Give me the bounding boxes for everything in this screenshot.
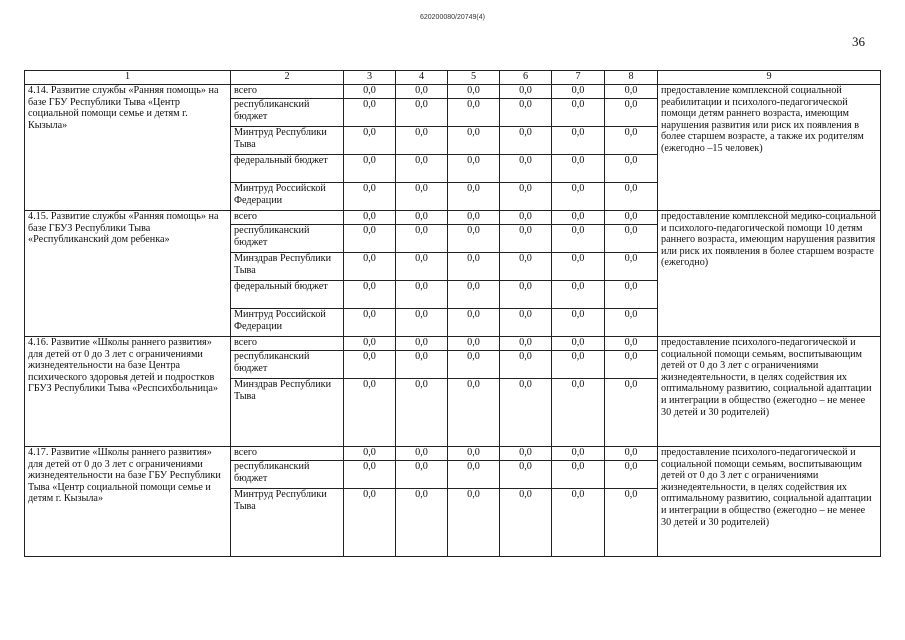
amount-cell: 0,0 xyxy=(448,489,500,557)
page-number: 36 xyxy=(852,34,865,49)
amount-cell: 0,0 xyxy=(605,309,658,337)
amount-cell: 0,0 xyxy=(605,489,658,557)
table-row xyxy=(25,337,881,351)
amount-cell: 0,0 xyxy=(552,211,605,225)
amount-cell: 0,0 xyxy=(344,337,396,351)
document-code: 620200080/20749(4) xyxy=(419,14,485,21)
amount-cell: 0,0 xyxy=(448,85,500,99)
amount-cell: 0,0 xyxy=(344,211,396,225)
column-header: 3 xyxy=(344,71,396,85)
amount-cell: 0,0 xyxy=(552,183,605,211)
amount-cell: 0,0 xyxy=(500,447,552,461)
amount-cell: 0,0 xyxy=(448,253,500,281)
expected-result-cell: предоставление психолого-педагогической и социальной помощи семьям, воспитывающим детей от 0 до 3 лет с ограничениями жизнедеятельности, в целях содействия их оптимальному развитию, социальной адаптации и интеграции в общество (ежегодно – не менее 30 детей и 30 родителей) xyxy=(658,447,881,557)
amount-cell: 0,0 xyxy=(344,253,396,281)
amount-cell: 0,0 xyxy=(500,351,552,379)
amount-cell: 0,0 xyxy=(605,99,658,127)
funding-source-cell: федеральный бюджет xyxy=(231,155,344,183)
amount-cell: 0,0 xyxy=(448,183,500,211)
amount-cell: 0,0 xyxy=(448,447,500,461)
amount-cell: 0,0 xyxy=(448,281,500,309)
amount-cell: 0,0 xyxy=(500,379,552,447)
funding-source-cell: Минтруд Российской Федерации xyxy=(231,309,344,337)
funding-source-cell: всего xyxy=(231,337,344,351)
funding-source-cell: федеральный бюджет xyxy=(231,281,344,309)
measure-name-cell: 4.16. Развитие «Школы раннего развития» для детей от 0 до 3 лет с ограничениями жизнедеятельности на базе Центра психического здоровья детей и подростков ГБУЗ Республики Тыва «Респсихбольница» xyxy=(25,337,231,447)
amount-cell: 0,0 xyxy=(552,447,605,461)
funding-source-cell: Минтруд Российской Федерации xyxy=(231,183,344,211)
funding-source-cell: республиканский бюджет xyxy=(231,225,344,253)
expected-result-cell: предоставление психолого-педагогической и социальной помощи семьям, воспитывающим детей от 0 до 3 лет с ограничениями жизнедеятельности, в целях содействия их оптимальному развитию, социальной адаптации и интеграции в общество (ежегодно – не менее 30 детей и 30 родителей) xyxy=(658,337,881,447)
amount-cell: 0,0 xyxy=(605,281,658,309)
funding-source-cell: всего xyxy=(231,211,344,225)
amount-cell: 0,0 xyxy=(605,211,658,225)
amount-cell: 0,0 xyxy=(552,155,605,183)
funding-source-cell: Минтруд Республики Тыва xyxy=(231,127,344,155)
column-header: 2 xyxy=(231,71,344,85)
amount-cell: 0,0 xyxy=(448,379,500,447)
funding-source-cell: республиканский бюджет xyxy=(231,461,344,489)
amount-cell: 0,0 xyxy=(448,225,500,253)
amount-cell: 0,0 xyxy=(344,225,396,253)
amount-cell: 0,0 xyxy=(396,281,448,309)
funding-source-cell: Минтруд Республики Тыва xyxy=(231,489,344,557)
amount-cell: 0,0 xyxy=(396,447,448,461)
amount-cell: 0,0 xyxy=(396,489,448,557)
amount-cell: 0,0 xyxy=(500,281,552,309)
amount-cell: 0,0 xyxy=(500,85,552,99)
table-row xyxy=(25,85,881,99)
column-header: 1 xyxy=(25,71,231,85)
amount-cell: 0,0 xyxy=(552,489,605,557)
amount-cell: 0,0 xyxy=(605,85,658,99)
amount-cell: 0,0 xyxy=(344,99,396,127)
amount-cell: 0,0 xyxy=(605,461,658,489)
amount-cell: 0,0 xyxy=(500,461,552,489)
amount-cell: 0,0 xyxy=(396,309,448,337)
amount-cell: 0,0 xyxy=(448,351,500,379)
amount-cell: 0,0 xyxy=(396,253,448,281)
amount-cell: 0,0 xyxy=(552,351,605,379)
amount-cell: 0,0 xyxy=(605,155,658,183)
amount-cell: 0,0 xyxy=(448,155,500,183)
funding-source-cell: республиканский бюджет xyxy=(231,99,344,127)
amount-cell: 0,0 xyxy=(605,127,658,155)
amount-cell: 0,0 xyxy=(396,155,448,183)
amount-cell: 0,0 xyxy=(605,379,658,447)
column-header: 8 xyxy=(605,71,658,85)
funding-source-cell: Минздрав Республики Тыва xyxy=(231,379,344,447)
amount-cell: 0,0 xyxy=(448,211,500,225)
table-row xyxy=(25,447,881,461)
amount-cell: 0,0 xyxy=(344,379,396,447)
amount-cell: 0,0 xyxy=(552,281,605,309)
amount-cell: 0,0 xyxy=(448,309,500,337)
amount-cell: 0,0 xyxy=(552,309,605,337)
header-row xyxy=(25,71,881,85)
amount-cell: 0,0 xyxy=(396,351,448,379)
amount-cell: 0,0 xyxy=(448,127,500,155)
amount-cell: 0,0 xyxy=(396,379,448,447)
amount-cell: 0,0 xyxy=(552,337,605,351)
amount-cell: 0,0 xyxy=(500,183,552,211)
amount-cell: 0,0 xyxy=(344,183,396,211)
table-row xyxy=(25,211,881,225)
amount-cell: 0,0 xyxy=(552,253,605,281)
funding-source-cell: Минздрав Республики Тыва xyxy=(231,253,344,281)
amount-cell: 0,0 xyxy=(500,309,552,337)
amount-cell: 0,0 xyxy=(552,85,605,99)
amount-cell: 0,0 xyxy=(344,309,396,337)
amount-cell: 0,0 xyxy=(344,281,396,309)
column-header: 7 xyxy=(552,71,605,85)
amount-cell: 0,0 xyxy=(396,337,448,351)
amount-cell: 0,0 xyxy=(605,183,658,211)
amount-cell: 0,0 xyxy=(396,99,448,127)
expected-result-cell: предоставление комплексной социальной реабилитации и психолого-педагогической помощи детям раннего возраста, имеющим нарушения развития или риск их появления в более старшем возрасте, а также их родителям (ежегодно –15 человек) xyxy=(658,85,881,211)
column-header: 6 xyxy=(500,71,552,85)
amount-cell: 0,0 xyxy=(500,155,552,183)
amount-cell: 0,0 xyxy=(605,447,658,461)
amount-cell: 0,0 xyxy=(500,337,552,351)
amount-cell: 0,0 xyxy=(344,351,396,379)
amount-cell: 0,0 xyxy=(605,225,658,253)
amount-cell: 0,0 xyxy=(605,253,658,281)
amount-cell: 0,0 xyxy=(552,225,605,253)
amount-cell: 0,0 xyxy=(396,211,448,225)
amount-cell: 0,0 xyxy=(552,99,605,127)
amount-cell: 0,0 xyxy=(552,461,605,489)
amount-cell: 0,0 xyxy=(344,461,396,489)
amount-cell: 0,0 xyxy=(500,225,552,253)
amount-cell: 0,0 xyxy=(448,337,500,351)
column-header: 9 xyxy=(658,71,881,85)
amount-cell: 0,0 xyxy=(344,489,396,557)
funding-source-cell: всего xyxy=(231,85,344,99)
column-header: 4 xyxy=(396,71,448,85)
funding-source-cell: республиканский бюджет xyxy=(231,351,344,379)
amount-cell: 0,0 xyxy=(500,253,552,281)
amount-cell: 0,0 xyxy=(500,99,552,127)
amount-cell: 0,0 xyxy=(396,225,448,253)
amount-cell: 0,0 xyxy=(552,127,605,155)
amount-cell: 0,0 xyxy=(396,183,448,211)
funding-source-cell: всего xyxy=(231,447,344,461)
amount-cell: 0,0 xyxy=(605,337,658,351)
measure-name-cell: 4.17. Развитие «Школы раннего развития» для детей от 0 до 3 лет с ограничениями жизнедеятельности на базе ГБУ Республики Тыва «Центр социальной помощи семье и детям г. Кызыла» xyxy=(25,447,231,557)
amount-cell: 0,0 xyxy=(448,461,500,489)
amount-cell: 0,0 xyxy=(396,85,448,99)
amount-cell: 0,0 xyxy=(605,351,658,379)
amount-cell: 0,0 xyxy=(344,447,396,461)
measure-name-cell: 4.14. Развитие службы «Ранняя помощь» на базе ГБУ Республики Тыва «Центр социальной помощи семье и детям г. Кызыла» xyxy=(25,85,231,211)
amount-cell: 0,0 xyxy=(500,211,552,225)
amount-cell: 0,0 xyxy=(344,155,396,183)
expected-result-cell: предоставление комплексной медико-социальной и психолого-педагогической помощи 10 детям раннего возраста, имеющим нарушения развития или риск их появления в более старшем возрасте (ежегодно) xyxy=(658,211,881,337)
amount-cell: 0,0 xyxy=(396,461,448,489)
amount-cell: 0,0 xyxy=(552,379,605,447)
measure-name-cell: 4.15. Развитие службы «Ранняя помощь» на базе ГБУЗ Республики Тыва «Республиканский дом ребенка» xyxy=(25,211,231,337)
amount-cell: 0,0 xyxy=(448,99,500,127)
column-header: 5 xyxy=(448,71,500,85)
amount-cell: 0,0 xyxy=(344,85,396,99)
program-table xyxy=(24,70,881,557)
amount-cell: 0,0 xyxy=(396,127,448,155)
amount-cell: 0,0 xyxy=(344,127,396,155)
amount-cell: 0,0 xyxy=(500,489,552,557)
amount-cell: 0,0 xyxy=(500,127,552,155)
